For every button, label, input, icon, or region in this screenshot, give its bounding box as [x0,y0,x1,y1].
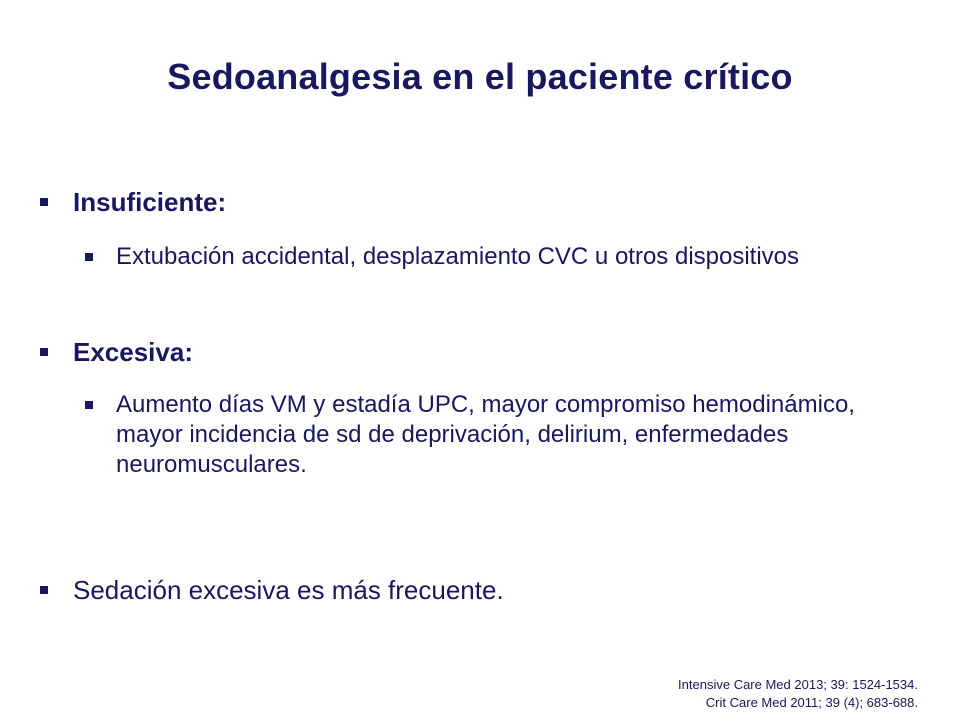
references [678,676,918,712]
square-bullet-icon [40,586,48,594]
bullet-label: Insuficiente: [73,187,227,217]
bullet-label: Excesiva: [73,337,193,367]
bullet-label: Sedación excesiva es más frecuente. [73,575,504,605]
bullet-sedacion [40,574,900,606]
bullet-excesiva [40,336,900,368]
reference-line: Crit Care Med 2011; 39 (4); 683-688. [705,695,918,710]
slide-title: Sedoanalgesia en el paciente crítico [167,56,793,97]
reference-line: Intensive Care Med 2013; 39: 1524-1534. [678,677,918,692]
sub-bullet-insuficiente [85,242,860,272]
square-bullet-icon [85,401,93,409]
bullet-insuficiente [40,186,900,218]
sub-bullet-text: Extubación accidental, desplazamiento CVC u otros dispositivos [116,243,800,270]
square-bullet-icon [40,348,48,356]
sub-bullet-excesiva [85,390,900,480]
square-bullet-icon [40,198,48,206]
sub-bullet-text: Aumento días VM y estadía UPC, mayor compromiso hemodinámico, mayor incidencia de sd de deprivación, delirium, enfermedades neuromusculares. [116,391,855,478]
square-bullet-icon [85,253,93,261]
